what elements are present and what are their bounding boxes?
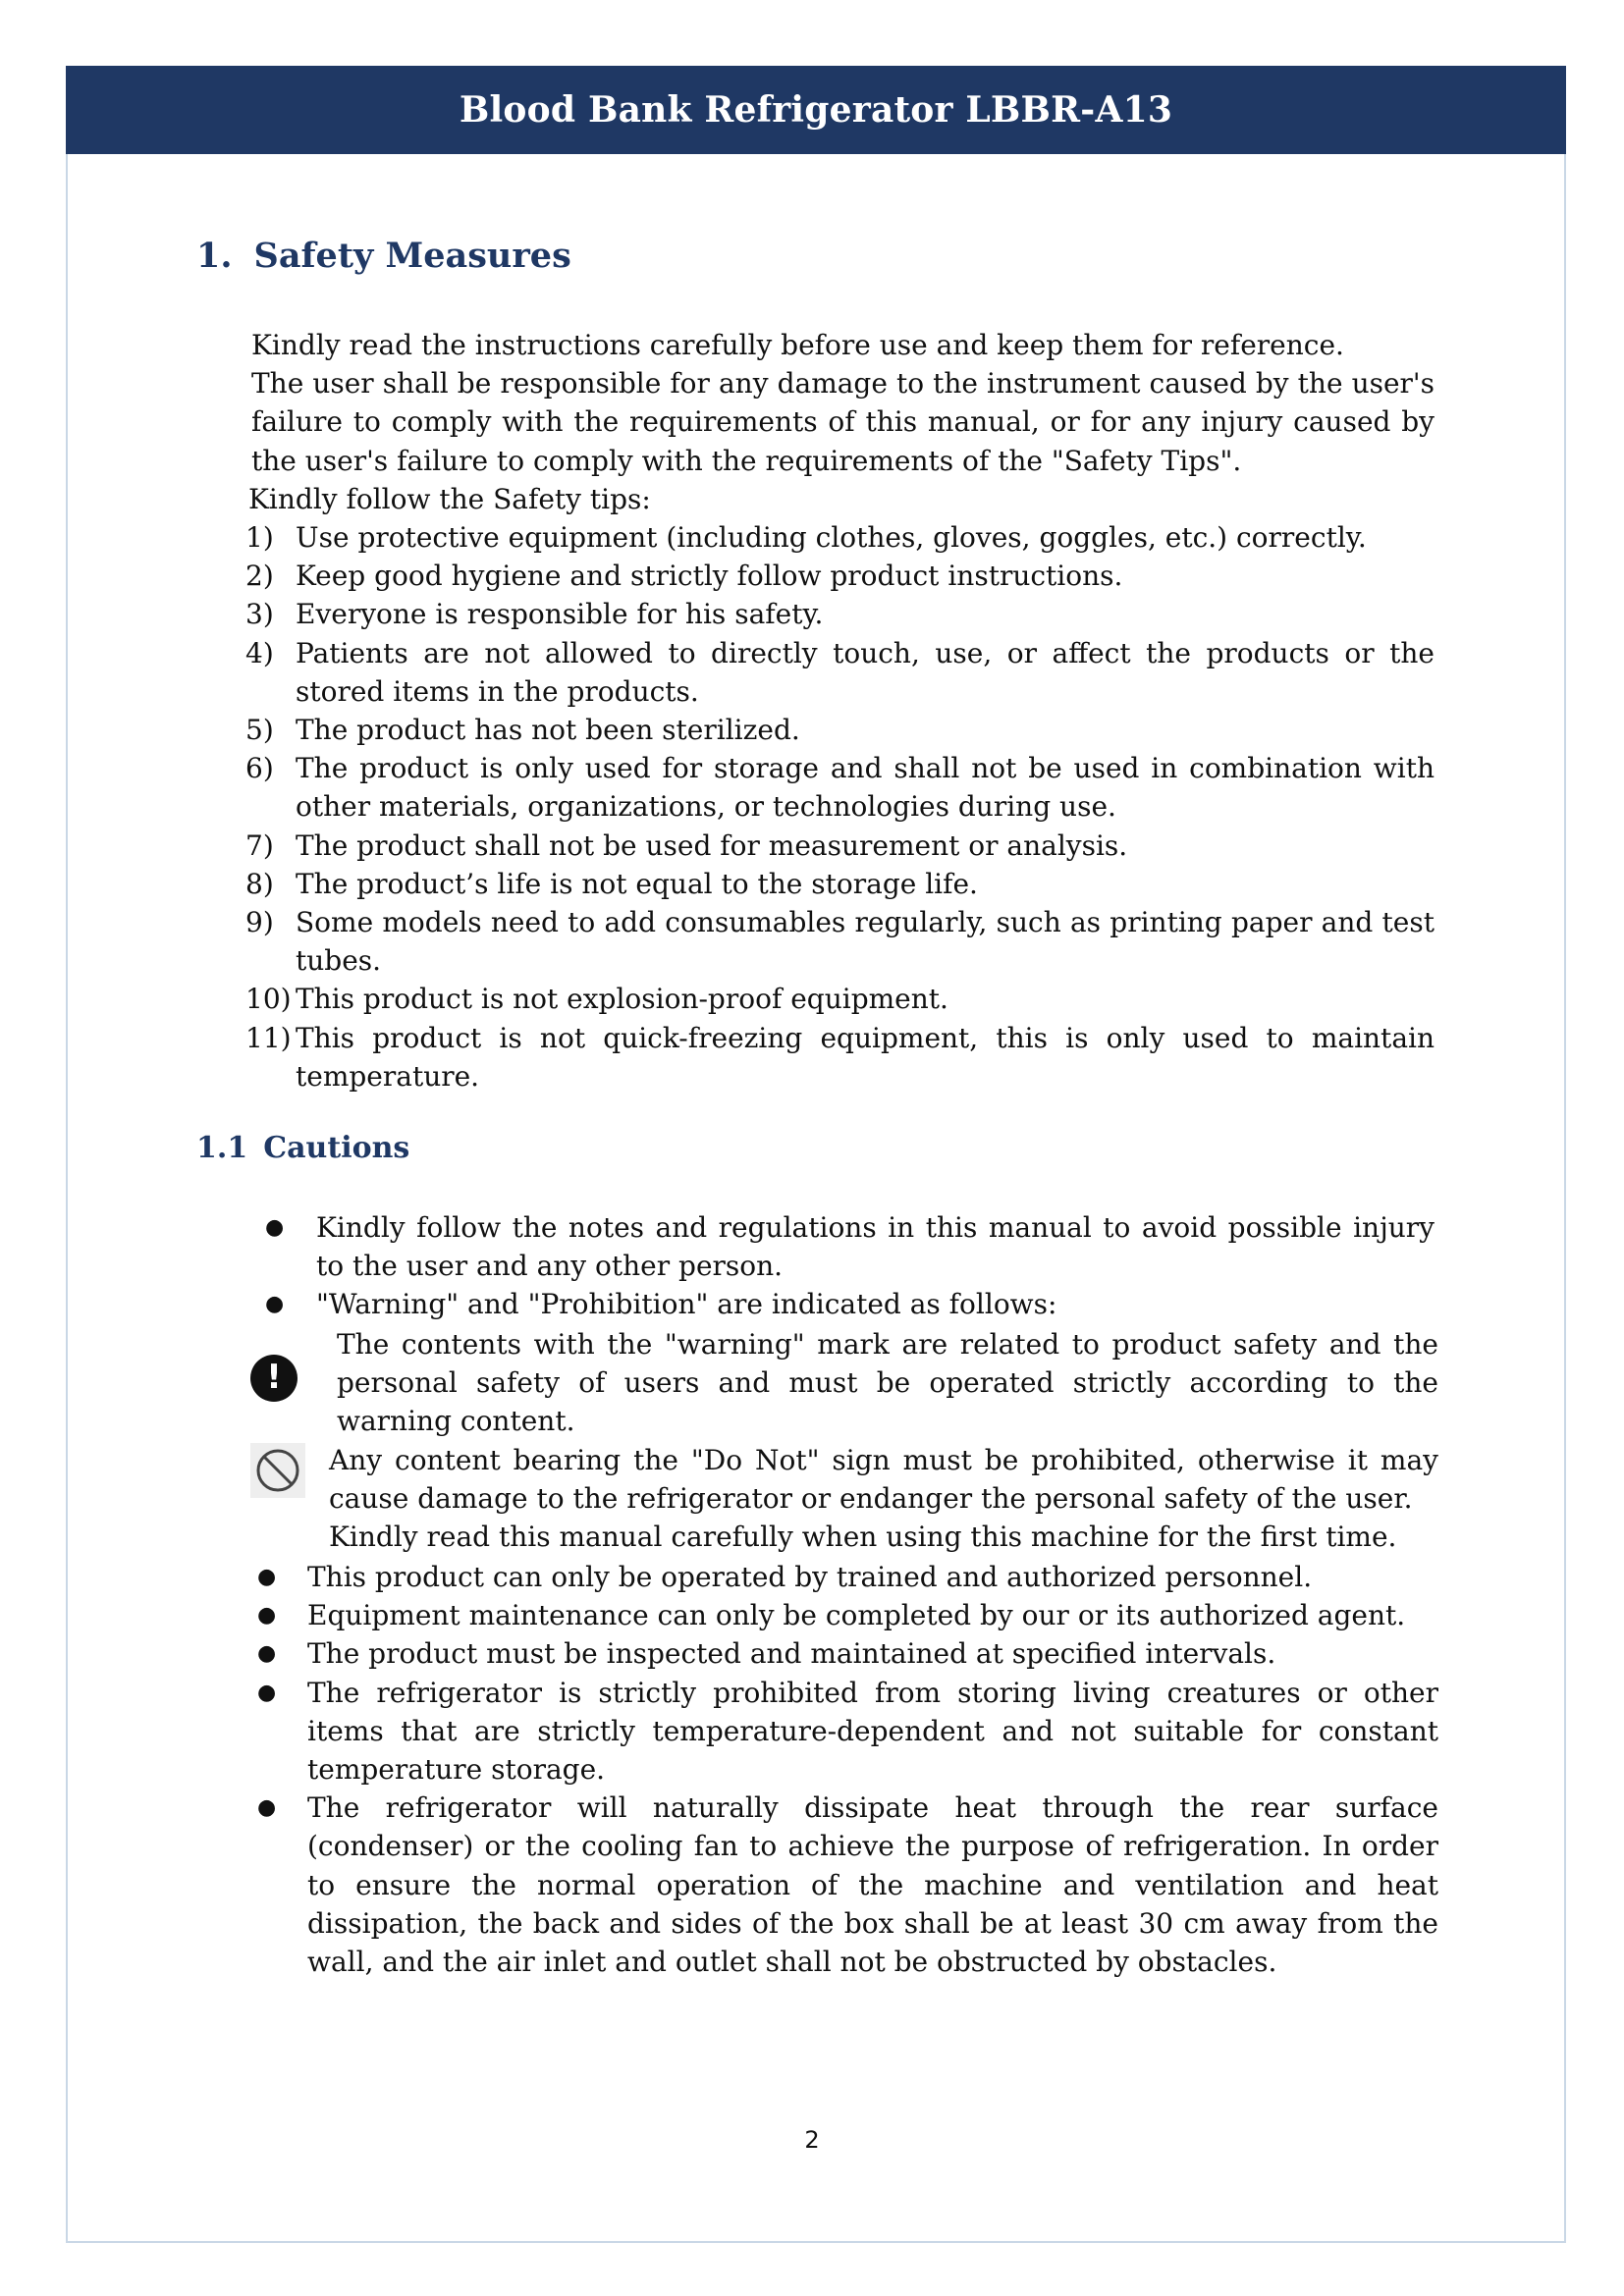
item-text: Some models need to add consumables regularly, such as printing paper and test tubes. <box>296 906 1435 978</box>
bullet-icon: ● <box>265 1215 285 1240</box>
item-text: Equipment maintenance can only be completed by our or its authorized agent. <box>307 1599 1406 1632</box>
bullet-icon: ● <box>257 1641 277 1667</box>
item-text: Keep good hygiene and strictly follow product instructions. <box>296 560 1123 593</box>
item-text: This product is not quick-freezing equipment, this is only used to maintain temperature. <box>296 1021 1435 1093</box>
prohibition-text-2: Kindly read this manual carefully when using this machine for the first time. <box>329 1521 1397 1554</box>
list-item <box>257 1674 1438 1789</box>
item-text: The product must be inspected and maintained at specified intervals. <box>307 1637 1276 1671</box>
item-text: Patients are not allowed to directly touch, use, or affect the products or the stored items in the products. <box>296 636 1435 708</box>
item-number: 6) <box>245 752 274 785</box>
safety-intro <box>248 326 1435 518</box>
warning-note <box>250 1325 1438 1441</box>
intro-paragraph: The user shall be responsible for any damage to the instrument caused by the user's failure to comply with the requirements of this manual, or for any injury caused by the user's failure to comply with the requirements of the "Safety Tips". <box>251 367 1435 477</box>
intro-paragraph: Kindly follow the Safety tips: <box>248 482 651 515</box>
list-item <box>245 903 1435 980</box>
bullet-icon: ● <box>257 1603 277 1629</box>
list-item <box>245 518 1435 557</box>
item-number: 10) <box>245 983 292 1016</box>
cautions-bullets-bottom <box>257 1558 1438 1981</box>
header-bar <box>66 66 1566 154</box>
prohibition-text: Any content bearing the "Do Not" sign must be prohibited, otherwise it may cause damage to the refrigerator or endanger the personal safety of the user. <box>329 1444 1438 1516</box>
page-number: 2 <box>804 2126 820 2154</box>
item-number: 8) <box>245 867 274 900</box>
list-item <box>245 749 1435 826</box>
list-item <box>265 1285 1435 1323</box>
section-number: 1.1 <box>196 1131 248 1165</box>
list-item <box>257 1789 1438 1981</box>
item-text: The product shall not be used for measurement or analysis. <box>296 828 1128 862</box>
item-text: The product’s life is not equal to the storage life. <box>296 867 978 900</box>
warning-text: The contents with the "warning" mark are related to product safety and the personal safety of users and must be operated strictly according to the warning content. <box>337 1328 1438 1438</box>
item-number: 11) <box>245 1021 292 1054</box>
prohibition-icon <box>250 1443 305 1498</box>
safety-tips-list <box>245 518 1435 1095</box>
item-text: Everyone is responsible for his safety. <box>296 598 824 631</box>
section-title: Cautions <box>263 1131 410 1165</box>
exclamation-icon: ! <box>250 1355 298 1402</box>
item-number: 1) <box>245 521 274 554</box>
list-item <box>245 980 1435 1018</box>
list-item <box>257 1596 1438 1634</box>
item-number: 2) <box>245 560 274 593</box>
item-text: Use protective equipment (including clothes, gloves, goggles, etc.) correctly. <box>296 521 1367 554</box>
list-item <box>245 1019 1435 1095</box>
section-number: 1. <box>196 236 233 276</box>
bullet-icon: ● <box>257 1565 277 1589</box>
document-title: Blood Bank Refrigerator LBBR-A13 <box>459 89 1173 131</box>
item-number: 7) <box>245 828 274 862</box>
cautions-bullets-top <box>265 1208 1435 1324</box>
bullet-icon: ● <box>257 1795 277 1821</box>
item-text: Kindly follow the notes and regulations in this manual to avoid possible injury to the user and any other person. <box>316 1211 1435 1283</box>
bullet-icon: ● <box>265 1292 285 1317</box>
prohibition-note <box>250 1441 1438 1557</box>
item-number: 9) <box>245 906 274 939</box>
list-item <box>245 595 1435 633</box>
item-number: 5) <box>245 714 274 747</box>
list-item <box>245 865 1435 903</box>
item-text: "Warning" and "Prohibition" are indicated as follows: <box>316 1288 1057 1321</box>
item-number: 3) <box>245 598 274 631</box>
list-item <box>257 1634 1438 1673</box>
item-text: The refrigerator will naturally dissipate heat through the rear surface (condenser) or the cooling fan to achieve the purpose of refrigeration. In order to ensure the normal operation of the machine and ventilation and heat dissipation, the back and sides of the box shall be at least 30 cm away from the wall, and the air inlet and outlet shall not be obstructed by obstacles. <box>307 1791 1438 1979</box>
intro-paragraph: Kindly read the instructions carefully before use and keep them for reference. <box>251 329 1344 361</box>
item-number: 4) <box>245 636 274 669</box>
list-item <box>245 557 1435 595</box>
list-item <box>245 634 1435 711</box>
list-item <box>257 1558 1438 1596</box>
item-text: The product is only used for storage and shall not be used in combination with other materials, organizations, or technologies during use. <box>296 752 1435 824</box>
list-item <box>245 827 1435 865</box>
item-text: This product can only be operated by trained and authorized personnel. <box>307 1561 1313 1593</box>
item-text: This product is not explosion-proof equipment. <box>296 983 948 1016</box>
list-item <box>245 711 1435 749</box>
list-item <box>265 1208 1435 1285</box>
section-heading-cautions <box>196 1131 409 1165</box>
bullet-icon: ● <box>257 1680 277 1705</box>
section-title: Safety Measures <box>253 236 571 276</box>
item-text: The product has not been sterilized. <box>296 714 800 747</box>
item-text: The refrigerator is strictly prohibited from storing living creatures or other items that are strictly temperature-dependent and not suitable for constant temperature storage. <box>307 1676 1438 1787</box>
section-heading-safety-measures <box>196 236 571 276</box>
